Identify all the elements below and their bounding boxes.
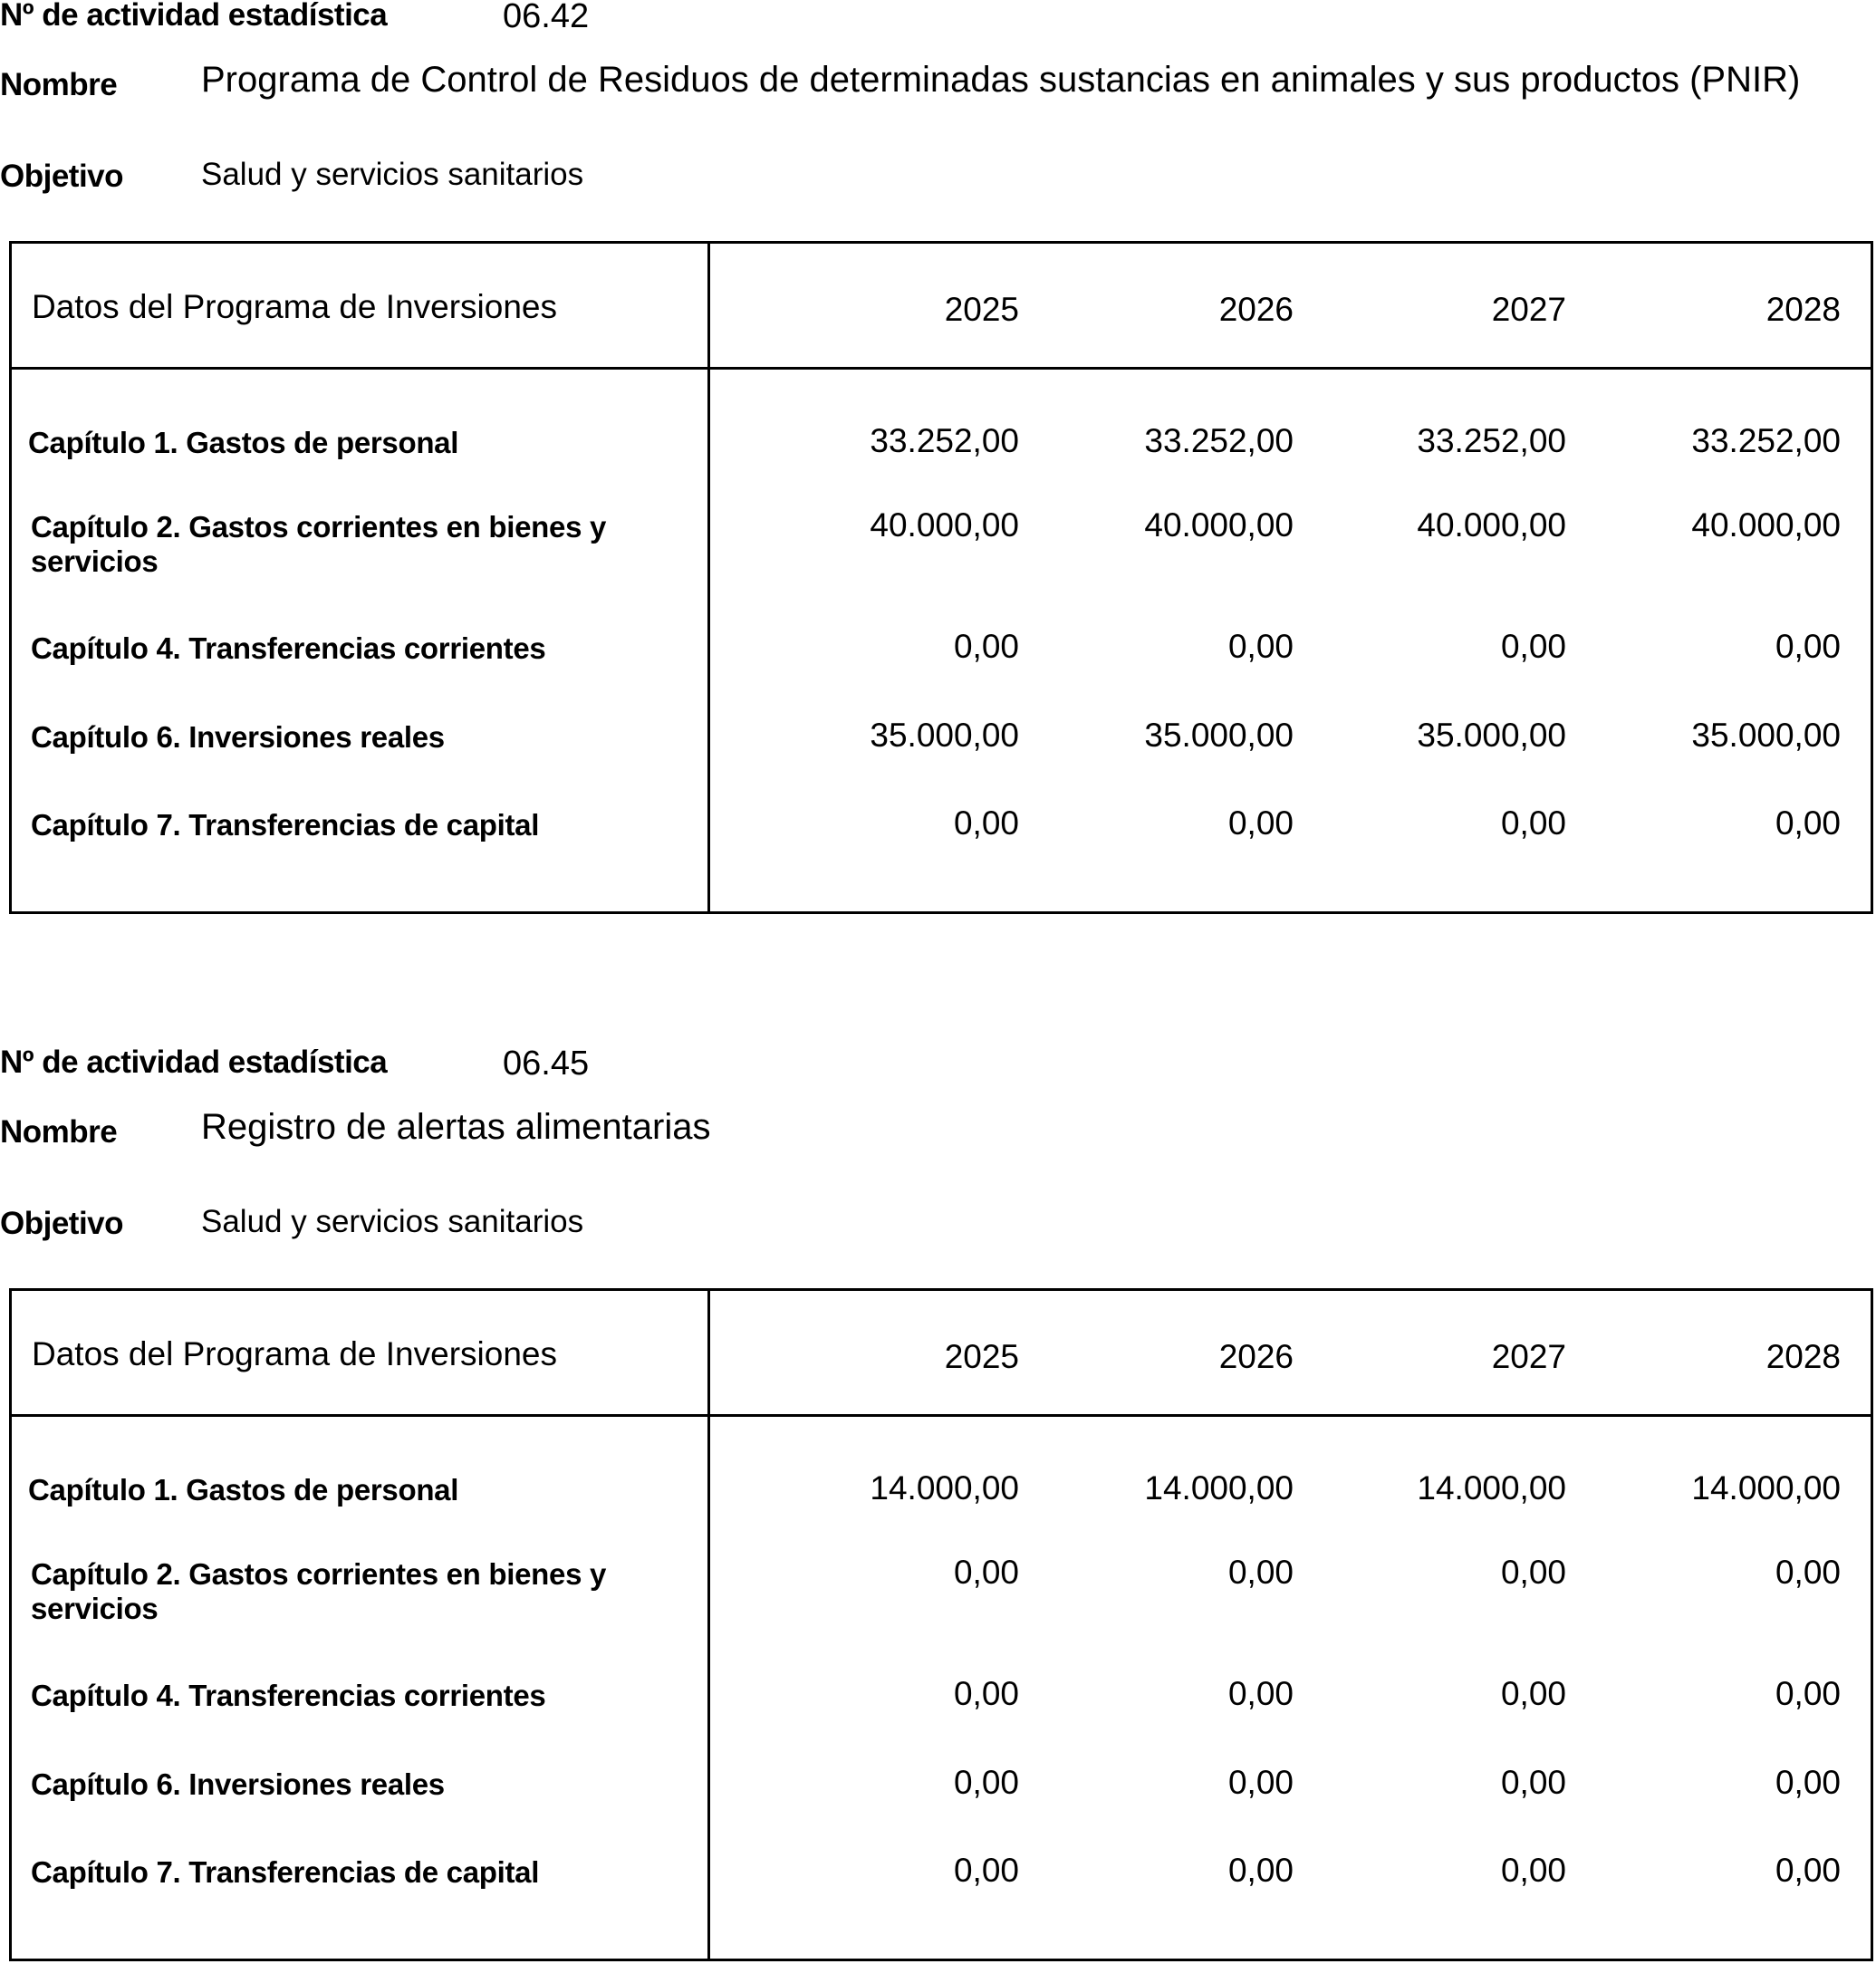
table-cell: 0,00 bbox=[953, 1852, 1019, 1889]
investment-table bbox=[9, 1288, 1873, 1961]
year-header: 2028 bbox=[1765, 291, 1841, 328]
row-label: Capítulo 6. Inversiones reales bbox=[31, 1767, 445, 1801]
table-cell: 0,00 bbox=[953, 804, 1019, 842]
table-cell: 0,00 bbox=[1227, 1554, 1294, 1591]
activity-number: 06.45 bbox=[503, 1045, 590, 1083]
table-cell: 35.000,00 bbox=[870, 717, 1019, 754]
table-cell: 35.000,00 bbox=[1417, 717, 1566, 754]
table-cell: 0,00 bbox=[1227, 1852, 1294, 1889]
year-header: 2026 bbox=[1218, 291, 1294, 328]
table-cell: 0,00 bbox=[1500, 628, 1566, 665]
row-label: Capítulo 2. Gastos corrientes en bienes y servicios bbox=[31, 1557, 607, 1625]
table-cell: 0,00 bbox=[1500, 1554, 1566, 1591]
column-divider bbox=[707, 244, 710, 911]
table-cell: 0,00 bbox=[1775, 628, 1841, 665]
table-cell: 35.000,00 bbox=[1144, 717, 1294, 754]
year-header: 2025 bbox=[944, 291, 1019, 328]
year-header: 2026 bbox=[1218, 1338, 1294, 1375]
table-cell: 14.000,00 bbox=[1417, 1469, 1566, 1507]
row-label: Capítulo 7. Transferencias de capital bbox=[31, 808, 540, 842]
table-cell: 33.252,00 bbox=[1691, 422, 1841, 459]
row-label: Capítulo 2. Gastos corrientes en bienes y servicios bbox=[31, 510, 607, 578]
table-cell: 0,00 bbox=[953, 628, 1019, 665]
table-cell: 0,00 bbox=[1500, 1675, 1566, 1712]
activity-objective: Salud y servicios sanitarios bbox=[201, 1204, 584, 1239]
header-divider bbox=[12, 1414, 1871, 1417]
table-cell: 0,00 bbox=[1227, 804, 1294, 842]
name-label: Nombre bbox=[0, 67, 118, 102]
row-label: Capítulo 6. Inversiones reales bbox=[31, 720, 445, 754]
table-cell: 0,00 bbox=[1227, 1675, 1294, 1712]
table-cell: 0,00 bbox=[953, 1675, 1019, 1712]
table-cell: 33.252,00 bbox=[870, 422, 1019, 459]
table-cell: 0,00 bbox=[1227, 628, 1294, 665]
table-cell: 14.000,00 bbox=[870, 1469, 1019, 1507]
table-cell: 33.252,00 bbox=[1417, 422, 1566, 459]
investment-table bbox=[9, 241, 1873, 914]
activity-name: Registro de alertas alimentarias bbox=[201, 1107, 711, 1147]
row-label: Capítulo 7. Transferencias de capital bbox=[31, 1855, 540, 1889]
table-cell: 0,00 bbox=[1500, 1852, 1566, 1889]
objective-label: Objetivo bbox=[0, 1206, 124, 1241]
activity-number-label: Nº de actividad estadística bbox=[0, 1045, 388, 1080]
year-header: 2028 bbox=[1765, 1338, 1841, 1375]
table-cell: 0,00 bbox=[953, 1554, 1019, 1591]
objective-label: Objetivo bbox=[0, 159, 124, 194]
year-header: 2027 bbox=[1491, 1338, 1566, 1375]
table-cell: 0,00 bbox=[1775, 1554, 1841, 1591]
table-cell: 40.000,00 bbox=[1144, 506, 1294, 544]
table-cell: 40.000,00 bbox=[870, 506, 1019, 544]
table-cell: 0,00 bbox=[1775, 1675, 1841, 1712]
table-header-label: Datos del Programa de Inversiones bbox=[32, 288, 557, 325]
name-label: Nombre bbox=[0, 1114, 118, 1150]
table-cell: 40.000,00 bbox=[1691, 506, 1841, 544]
table-cell: 0,00 bbox=[1775, 804, 1841, 842]
row-label: Capítulo 1. Gastos de personal bbox=[28, 426, 459, 459]
header-divider bbox=[12, 367, 1871, 370]
row-label: Capítulo 4. Transferencias corrientes bbox=[31, 631, 546, 665]
column-divider bbox=[707, 1291, 710, 1959]
year-header: 2025 bbox=[944, 1338, 1019, 1375]
table-cell: 0,00 bbox=[1227, 1764, 1294, 1801]
table-cell: 40.000,00 bbox=[1417, 506, 1566, 544]
row-label: Capítulo 4. Transferencias corrientes bbox=[31, 1679, 546, 1712]
year-header: 2027 bbox=[1491, 291, 1566, 328]
table-cell: 0,00 bbox=[1775, 1852, 1841, 1889]
table-cell: 0,00 bbox=[1500, 804, 1566, 842]
table-cell: 0,00 bbox=[1500, 1764, 1566, 1801]
table-cell: 33.252,00 bbox=[1144, 422, 1294, 459]
activity-objective: Salud y servicios sanitarios bbox=[201, 157, 584, 192]
activity-number-label: Nº de actividad estadística bbox=[0, 0, 388, 33]
table-cell: 14.000,00 bbox=[1691, 1469, 1841, 1507]
table-cell: 0,00 bbox=[1775, 1764, 1841, 1801]
table-cell: 0,00 bbox=[953, 1764, 1019, 1801]
row-label: Capítulo 1. Gastos de personal bbox=[28, 1473, 459, 1507]
activity-number: 06.42 bbox=[503, 0, 590, 35]
table-cell: 35.000,00 bbox=[1691, 717, 1841, 754]
table-header-label: Datos del Programa de Inversiones bbox=[32, 1335, 557, 1372]
table-cell: 14.000,00 bbox=[1144, 1469, 1294, 1507]
activity-name: Programa de Control de Residuos de determinadas sustancias en animales y sus productos (PNIR) bbox=[201, 60, 1801, 100]
